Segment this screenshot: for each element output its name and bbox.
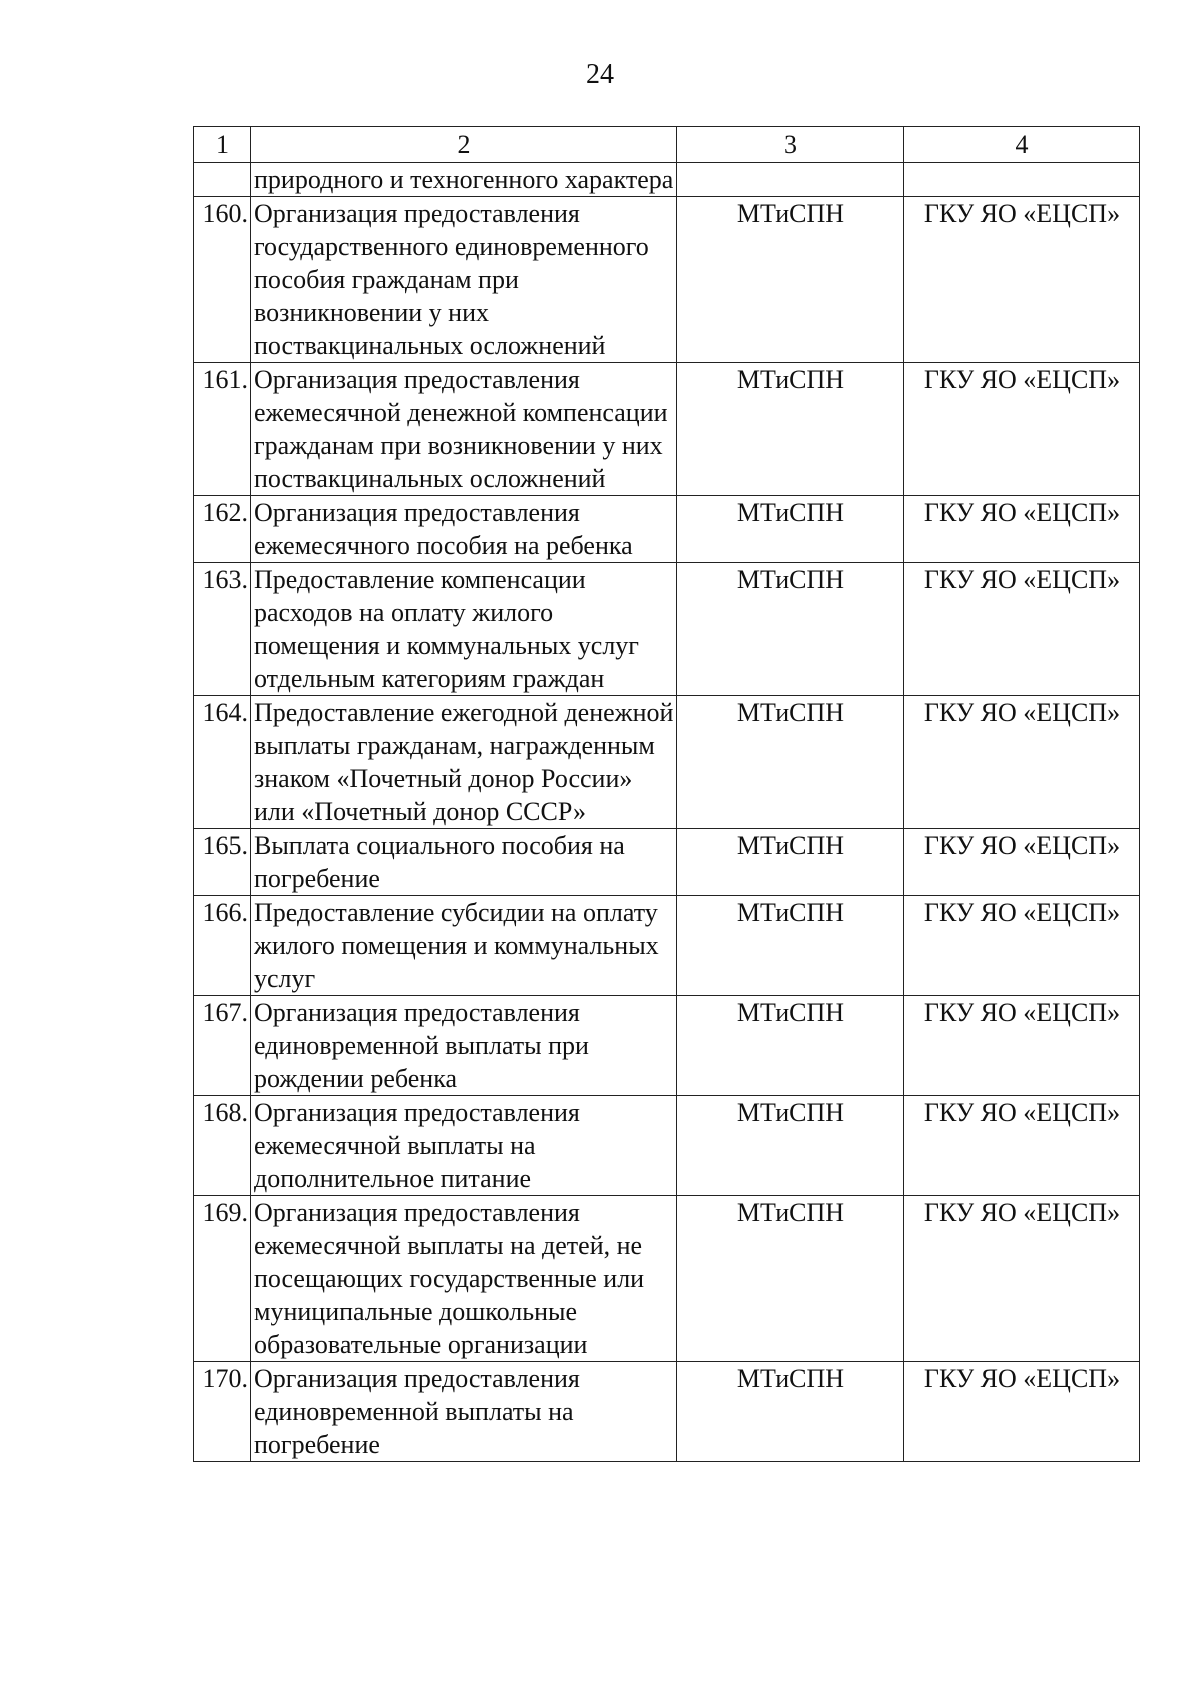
responsible-organization: ГКУ ЯО «ЕЦСП» xyxy=(904,696,1140,829)
service-name: Организация предоставления единовременной выплаты на погребение xyxy=(251,1362,677,1462)
header-col-1: 1 xyxy=(194,127,251,163)
row-number: 166. xyxy=(194,896,251,996)
service-name: Организация предоставления ежемесячной выплаты на детей, не посещающих государственные или муниципальные дошкольные образовательные организации xyxy=(251,1196,677,1362)
row-number: 162. xyxy=(194,496,251,563)
responsible-organization: ГКУ ЯО «ЕЦСП» xyxy=(904,829,1140,896)
responsible-organization xyxy=(904,163,1140,197)
responsible-executor: МТиСПН xyxy=(677,1096,904,1196)
responsible-executor: МТиСПН xyxy=(677,1196,904,1362)
service-name: Организация предоставления государственного единовременного пособия гражданам при возникновении у них поствакцинальных осложнений xyxy=(251,197,677,363)
row-number: 161. xyxy=(194,363,251,496)
row-number: 164. xyxy=(194,696,251,829)
service-name: Организация предоставления единовременной выплаты при рождении ребенка xyxy=(251,996,677,1096)
table-row xyxy=(194,563,1140,696)
header-col-3: 3 xyxy=(677,127,904,163)
responsible-executor: МТиСПН xyxy=(677,896,904,996)
responsible-organization: ГКУ ЯО «ЕЦСП» xyxy=(904,896,1140,996)
row-number: 165. xyxy=(194,829,251,896)
service-name: природного и техногенного характера xyxy=(251,163,677,197)
service-name: Организация предоставления ежемесячного пособия на ребенка xyxy=(251,496,677,563)
responsible-organization: ГКУ ЯО «ЕЦСП» xyxy=(904,197,1140,363)
table-row xyxy=(194,1096,1140,1196)
responsible-executor: МТиСПН xyxy=(677,197,904,363)
service-name: Выплата социального пособия на погребение xyxy=(251,829,677,896)
responsible-organization: ГКУ ЯО «ЕЦСП» xyxy=(904,1362,1140,1462)
service-name: Предоставление компенсации расходов на оплату жилого помещения и коммунальных услуг отдельным категориям граждан xyxy=(251,563,677,696)
service-name: Предоставление субсидии на оплату жилого помещения и коммунальных услуг xyxy=(251,896,677,996)
responsible-organization: ГКУ ЯО «ЕЦСП» xyxy=(904,563,1140,696)
responsible-executor: МТиСПН xyxy=(677,496,904,563)
responsible-organization: ГКУ ЯО «ЕЦСП» xyxy=(904,1096,1140,1196)
table-row xyxy=(194,496,1140,563)
header-col-2: 2 xyxy=(251,127,677,163)
table-row xyxy=(194,829,1140,896)
service-name: Организация предоставления ежемесячной денежной компенсации гражданам при возникновении у них поствакцинальных осложнений xyxy=(251,363,677,496)
table-body xyxy=(194,163,1140,1462)
responsible-executor: МТиСПН xyxy=(677,363,904,496)
responsible-executor xyxy=(677,163,904,197)
table-row xyxy=(194,197,1140,363)
table-row xyxy=(194,163,1140,197)
table-row xyxy=(194,1362,1140,1462)
responsible-executor: МТиСПН xyxy=(677,563,904,696)
responsible-executor: МТиСПН xyxy=(677,996,904,1096)
header-col-4: 4 xyxy=(904,127,1140,163)
row-number: 170. xyxy=(194,1362,251,1462)
row-number: 168. xyxy=(194,1096,251,1196)
page-number: 24 xyxy=(586,59,614,90)
service-name: Предоставление ежегодной денежной выплаты гражданам, награжденным знаком «Почетный донор России» или «Почетный донор СССР» xyxy=(251,696,677,829)
row-number: 163. xyxy=(194,563,251,696)
table-header-row xyxy=(194,127,1140,163)
responsible-executor: МТиСПН xyxy=(677,696,904,829)
responsible-organization: ГКУ ЯО «ЕЦСП» xyxy=(904,496,1140,563)
responsible-organization: ГКУ ЯО «ЕЦСП» xyxy=(904,1196,1140,1362)
responsible-organization: ГКУ ЯО «ЕЦСП» xyxy=(904,996,1140,1096)
table-row xyxy=(194,1196,1140,1362)
row-number: 167. xyxy=(194,996,251,1096)
table-row xyxy=(194,896,1140,996)
services-table xyxy=(193,126,1140,1462)
table-row xyxy=(194,696,1140,829)
responsible-organization: ГКУ ЯО «ЕЦСП» xyxy=(904,363,1140,496)
row-number: 169. xyxy=(194,1196,251,1362)
responsible-executor: МТиСПН xyxy=(677,1362,904,1462)
row-number: 160. xyxy=(194,197,251,363)
table-row xyxy=(194,996,1140,1096)
table-row xyxy=(194,363,1140,496)
responsible-executor: МТиСПН xyxy=(677,829,904,896)
service-name: Организация предоставления ежемесячной выплаты на дополнительное питание xyxy=(251,1096,677,1196)
row-number xyxy=(194,163,251,197)
